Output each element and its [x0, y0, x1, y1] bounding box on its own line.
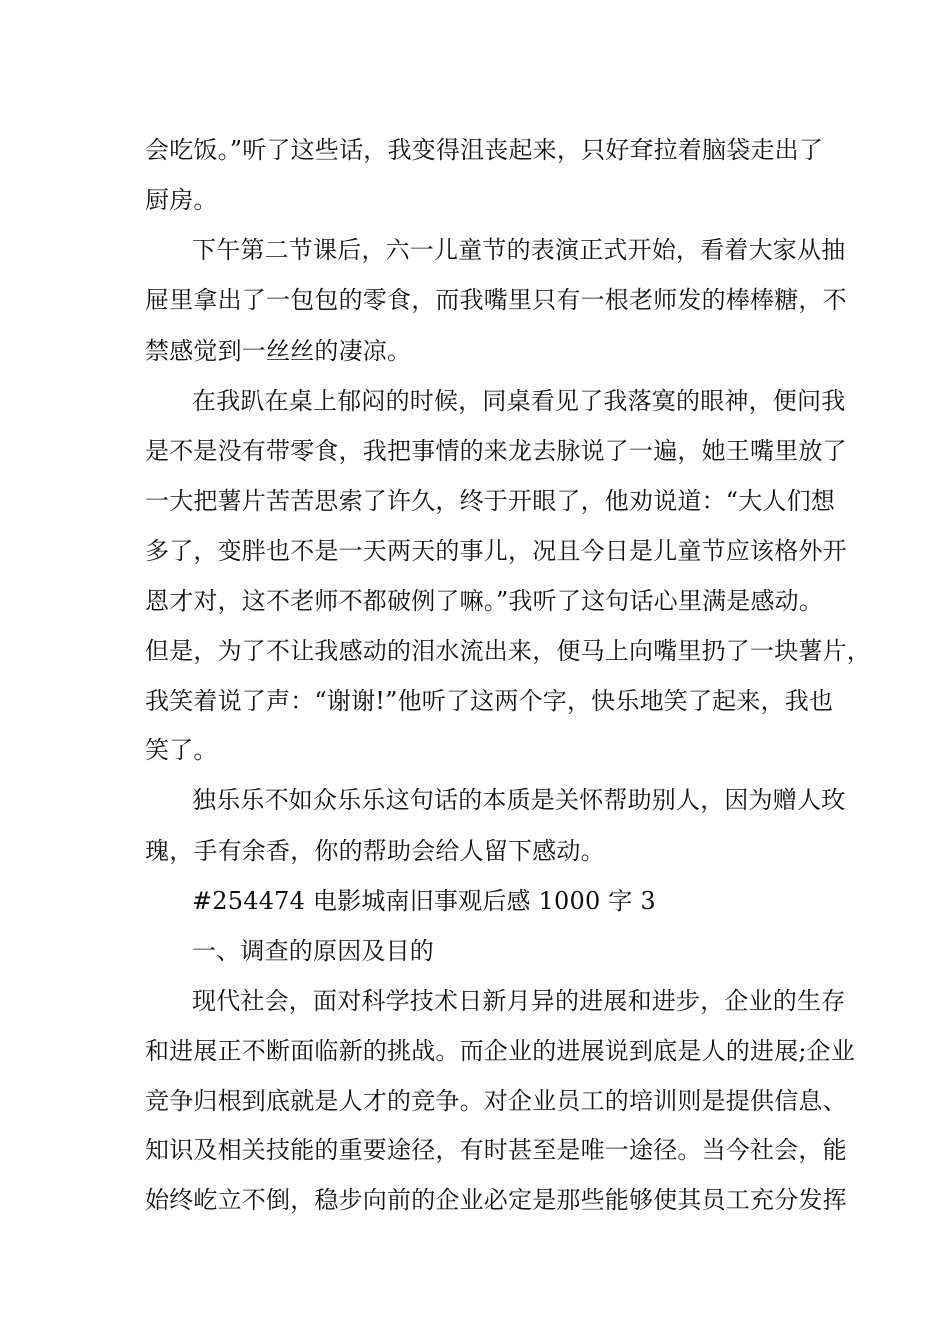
paragraph-start-line: 在我趴在桌上郁闷的时候，同桌看见了我落寞的眼神，便问我: [192, 387, 846, 415]
text-line: 一大把薯片苦苦思索了许久，终于开眼了，他劝说道：“大人们想: [145, 487, 836, 515]
text-line: 是不是没有带零食，我把事情的来龙去脉说了一遍，她王嘴里放了: [145, 437, 847, 465]
text-line: 恩才对，这不老师不都破例了嘛。”我听了这句话心里满是感动。: [145, 587, 824, 615]
text-line: 但是，为了不让我感动的泪水流出来，便马上向嘴里扔了一块薯片，: [145, 637, 871, 665]
text-line: 知识及相关技能的重要途径，有时甚至是唯一途径。当今社会，能: [145, 1136, 847, 1164]
text-line: 厨房。: [145, 186, 218, 214]
paragraph-start-line: 现代社会，面对科学技术日新月异的进展和进步，企业的生存: [192, 987, 846, 1015]
text-line: 屉里拿出了一包包的零食，而我嘴里只有一根老师发的棒棒糖，不: [145, 286, 847, 314]
subsection-heading: 一、调查的原因及目的: [192, 937, 434, 965]
text-line: 多了，变胖也不是一天两天的事儿，况且今日是儿童节应该格外开: [145, 537, 847, 565]
text-line: 会吃饭。”听了这些话，我变得沮丧起来，只好耷拉着脑袋走出了: [145, 136, 824, 164]
paragraph-start-line: 独乐乐不如众乐乐这句话的本质是关怀帮助别人，因为赠人玫: [192, 786, 846, 814]
section-heading: #254474 电影城南旧事观后感 1000 字 3: [192, 887, 656, 915]
text-line: 我笑着说了声：“谢谢!”他听了这两个字，快乐地笑了起来，我也: [145, 687, 834, 715]
text-line: 笑了。: [145, 736, 218, 764]
text-line: 禁感觉到一丝丝的凄凉。: [145, 337, 412, 365]
text-line: 和进展正不断面临新的挑战。而企业的进展说到底是人的进展;企业: [145, 1037, 856, 1065]
text-line: 始终屹立不倒，稳步向前的企业必定是那些能够使其员工充分发挥: [145, 1186, 847, 1214]
text-line: 瑰，手有余香，你的帮助会给人留下感动。: [145, 837, 605, 865]
paragraph-start-line: 下午第二节课后，六一儿童节的表演正式开始，看着大家从抽: [192, 236, 846, 264]
text-line: 竞争归根到底就是人才的竞争。对企业员工的培训则是提供信息、: [145, 1087, 847, 1115]
